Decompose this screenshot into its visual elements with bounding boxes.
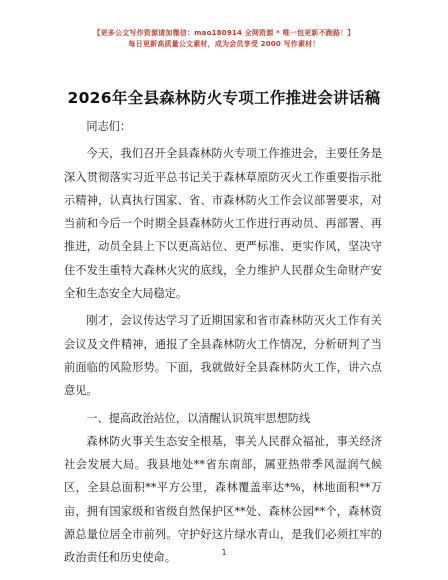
promo-banner	[0, 28, 448, 50]
promo-banner-line-2: 每日更新高质量公文素材，成为会员享受 2000 写作素材！	[128, 40, 320, 48]
promo-banner-line-1: 【更多公文写作资源请加微信：mao180914 全网资源 * 唯一包更新不跑路！】	[93, 29, 355, 37]
section-heading-1: 一、提高政治站位，以清醒认识筑牢思想防线	[86, 411, 311, 425]
page-number: 1	[221, 548, 227, 557]
greeting: 同志们：	[86, 120, 132, 133]
document-title: 2026年全县森林防火专项工作推进会讲话稿	[67, 89, 381, 107]
paragraph-intro: 今天，我们召开全县森林防火专项工作推进会，主要任务是深入贯彻落实习近平总书记关于森林草原防灭火工作重要指示批示精神，认真执行国家、省、市森林防火工作会议部署要求，对当前和今后一个时期全县森林防火工作进行再动员、再部署、再推进，动员全县上下以更高站位、更严标准、更实作风，坚决守住不发生重特大森林火灾的底线，全力维护人民群众生命财产安全和生态安全大局稳定。	[64, 147, 382, 301]
document-body	[64, 115, 382, 570]
paragraph-section-1: 森林防火事关生态安全根基，事关人民群众福祉，事关经济社会发展大局。我县地处**省东南部，属亚热带季风湿润气候区，全县总面积**平方公里，森林覆盖率达*%，林地面积**万亩，拥有国家级和省级自然保护区**处、森林公园**个，森林资源总量位居全市前列。守护好这片绿水青山，是我们必须扛牢的政治责任和历史使命。	[64, 434, 382, 565]
paragraph-briefing: 刚才，会议传达学习了近期国家和省市森林防灭火工作有关会议及文件精神，通报了全县森林防火工作情况，分析研判了当前面临的风险形势。下面，我就做好全县森林防火工作，讲六点意见。	[64, 314, 382, 398]
